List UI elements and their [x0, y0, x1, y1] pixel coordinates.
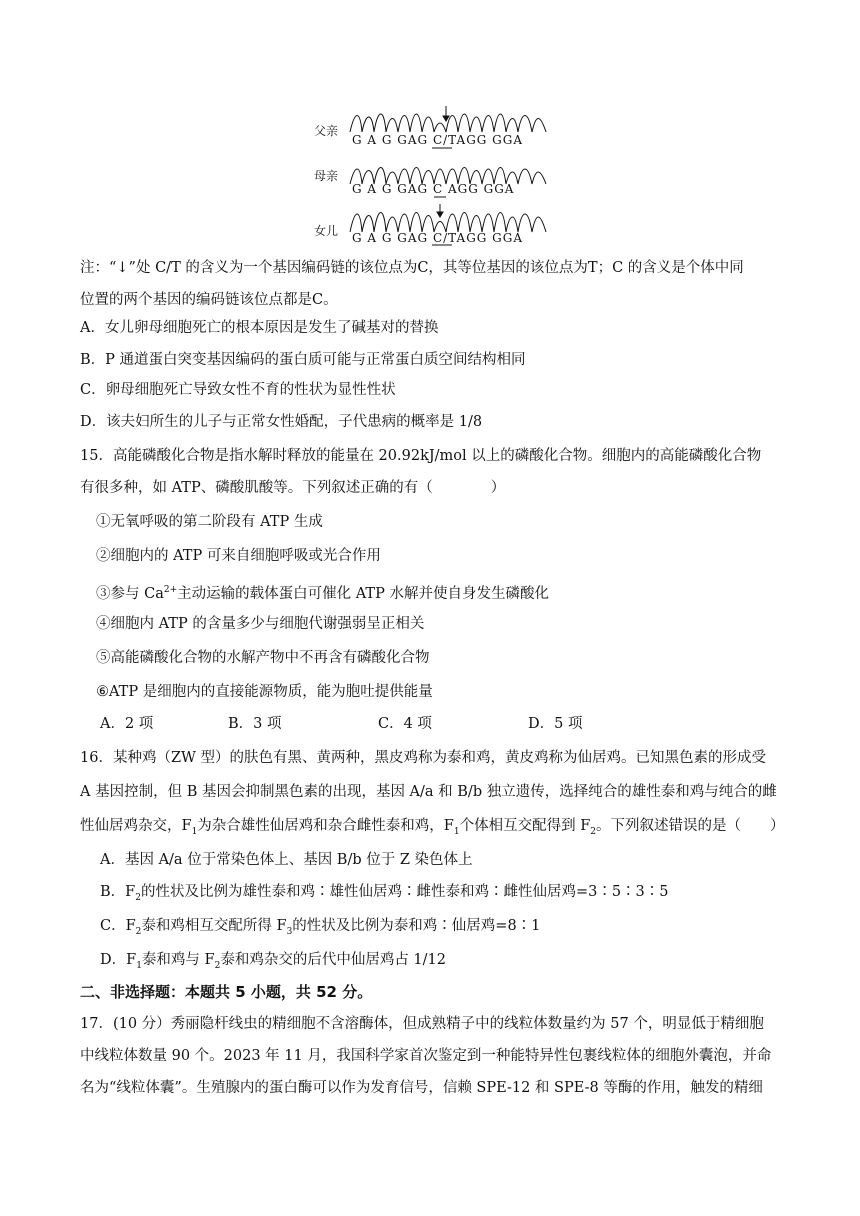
seq-father: G A G GAG C/TAGG GGA: [352, 133, 524, 147]
q16-option-c: C．$F_2$泰和鸡相互交配所得 $F_3$的性状及比例为泰和鸡∶仙居鸡=8∶1: [100, 918, 541, 937]
q15-option-b: B．3 项: [228, 716, 282, 732]
note-line-2: 位置的两个基因的编码链该位点都是C。: [80, 292, 338, 308]
q15-stem-1: 15．高能磷酸化合物是指水解时释放的能量在 20.92kJ/mol 以上的磷酸化合物。细胞内的高能磷酸化合物: [80, 448, 762, 464]
seq-mother: G A G GAG C AGG GGA: [352, 182, 515, 196]
q14-option-d: D．该夫妇所生的儿子与正常女性婚配，子代患病的概率是 1/8: [80, 414, 483, 430]
q14-option-a: A．女儿卵母细胞死亡的根本原因是发生了碱基对的替换: [80, 320, 439, 336]
trace-daughter: [350, 213, 546, 233]
q16-option-d: D．$F_1$泰和鸡与 $F_2$泰和鸡杂交的后代中仙居鸡占 1/12: [100, 952, 446, 971]
note-line-1: 注：“↓”处 C/T 的含义为一个基因编码链的该位点为C，其等位基因的该位点为T；C 的含义是个体中同: [80, 260, 744, 276]
q16-stem-2: A 基因控制，但 B 基因会抑制黑色素的出现，基因 A/a 和 B/b 独立遗传，选择纯合的雄性泰和鸡与纯合的雌: [80, 784, 777, 800]
q14-option-c: C．卵母细胞死亡导致女性不育的性状为显性性状: [80, 382, 396, 398]
arrow-icon: [437, 106, 449, 217]
q15-stem-2: 有很多种，如 ATP、磷酸肌酸等。下列叙述正确的有（ ）: [80, 480, 506, 496]
q15-item-1: ①无氧呼吸的第二阶段有 ATP 生成: [96, 514, 323, 530]
sequencing-figure: [300, 100, 560, 248]
q14-option-b: B．P 通道蛋白突变基因编码的蛋白质可能与正常蛋白质空间结构相同: [80, 352, 526, 368]
seq-daughter: G A G GAG C/TAGG GGA: [352, 231, 524, 245]
q17-line-2: 中线粒体数量 90 个。2023 年 11 月，我国科学家首次鉴定到一种能特异性包裹线粒体的细胞外囊泡，并命: [80, 1048, 772, 1064]
q15-item-5: ⑤高能磷酸化合物的水解产物中不再含有磷酸化合物: [96, 650, 430, 666]
q16-stem-1: 16．某种鸡（ZW 型）的肤色有黑、黄两种，黑皮鸡称为泰和鸡，黄皮鸡称为仙居鸡。已知黑色素的形成受: [80, 750, 767, 766]
label-daughter: 女儿: [314, 224, 339, 238]
q15-option-c: C．4 项: [378, 716, 432, 732]
section-heading: 二、非选择题：本题共 5 小题，共 52 分。: [80, 983, 373, 1001]
chromatogram-traces: [300, 100, 560, 248]
q15-item-2: ②细胞内的 ATP 可来自细胞呼吸或光合作用: [96, 548, 381, 564]
q15-option-d: D．5 项: [528, 716, 583, 732]
q15-item-3: ③参与 $Ca^{2+}$主动运输的载体蛋白可催化 ATP 水解并使自身发生磷酸化: [96, 585, 549, 602]
q17-line-1: 17．(10 分）秀丽隐杆线虫的精细胞不含溶酶体，但成熟精子中的线粒体数量约为 57 个，明显低于精细胞: [80, 1016, 764, 1032]
q15-option-a: A．2 项: [100, 716, 154, 732]
q16-stem-3: 性仙居鸡杂交，$F_1$为杂合雄性仙居鸡和杂合雌性泰和鸡，$F_1$个体相互交配得到 $F_2$。下列叙述错误的是（ ）: [80, 818, 785, 837]
q17-line-3: 名为“线粒体囊”。生殖腺内的蛋白酶可以作为发育信号，信赖 SPE-12 和 SPE-8 等酶的作用，触发的精细: [80, 1080, 763, 1096]
label-father: 父亲: [314, 124, 339, 138]
label-mother: 母亲: [314, 169, 339, 183]
q15-item-4: ④细胞内 ATP 的含量多少与细胞代谢强弱呈正相关: [96, 616, 425, 632]
q15-item-6: ⑥ATP 是细胞内的直接能源物质，能为胞吐提供能量: [96, 684, 433, 700]
q16-option-a: A．基因 A/a 位于常染色体上、基因 B/b 位于 Z 染色体上: [100, 852, 473, 868]
q16-option-b: B．$F_2$的性状及比例为雄性泰和鸡∶雄性仙居鸡∶雌性泰和鸡∶雌性仙居鸡=3∶5∶3∶5: [100, 884, 669, 903]
